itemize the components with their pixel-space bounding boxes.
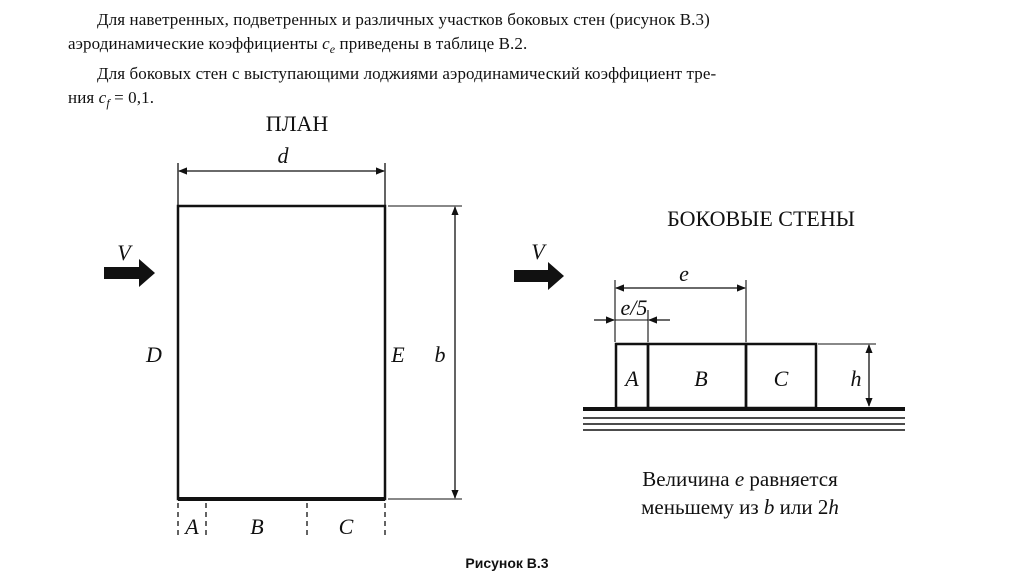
caption-fragment: равняется (744, 467, 838, 491)
variable-c: c (322, 34, 330, 53)
label-d: d (277, 143, 289, 168)
caption-variable-h: h (828, 495, 839, 519)
zone-A-label: A (185, 514, 199, 539)
caption-fragment: меньшему из (641, 495, 764, 519)
caption-fragment: Величина (642, 467, 735, 491)
figure-caption: Рисунок В.3 (465, 555, 549, 571)
zone-B-label: B (694, 366, 708, 391)
subscript-f: f (106, 96, 110, 110)
text-fragment: = 0,1. (109, 88, 155, 107)
label-e5: e/5 (620, 295, 648, 320)
zone-B-label: B (250, 514, 264, 539)
zone-C-label: C (773, 366, 789, 391)
label-D: D (146, 342, 162, 367)
zone-C-label: C (338, 514, 354, 539)
zone-A-label: A (625, 366, 639, 391)
subscript-e: e (329, 42, 336, 56)
building-plan-outline (178, 206, 385, 499)
side-walls-title: БОКОВЫЕ СТЕНЫ (667, 206, 855, 231)
paragraph-2-line-1: Для боковых стен с выступающими лоджиями аэродинамический коэффициент тре- (97, 64, 717, 83)
variable-c: c (98, 88, 107, 107)
text-fragment: ния (68, 88, 99, 107)
wind-label-V: V (117, 240, 131, 265)
wind-arrow-icon (514, 262, 564, 290)
caption-variable-e: e (734, 467, 745, 491)
wind-label-V: V (531, 239, 545, 264)
side-walls-caption-line-1 (642, 467, 838, 491)
caption-fragment: или 2 (774, 495, 829, 519)
caption-variable-b: b (763, 495, 775, 519)
label-E: E (391, 342, 405, 367)
label-b: b (434, 342, 446, 367)
plan-diagram (104, 111, 462, 539)
text-fragment: аэродинамические коэффициенты (68, 34, 323, 53)
plan-title: ПЛАН (265, 111, 329, 136)
side-walls-diagram (514, 206, 905, 519)
label-h: h (850, 366, 862, 391)
paragraph-1-line-1: Для наветренных, подветренных и различных участков боковых стен (рисунок В.3) (97, 10, 710, 29)
text-fragment: приведены в таблице В.2. (335, 34, 528, 53)
side-walls-caption-line-2 (641, 495, 839, 519)
label-e: e (679, 261, 689, 286)
